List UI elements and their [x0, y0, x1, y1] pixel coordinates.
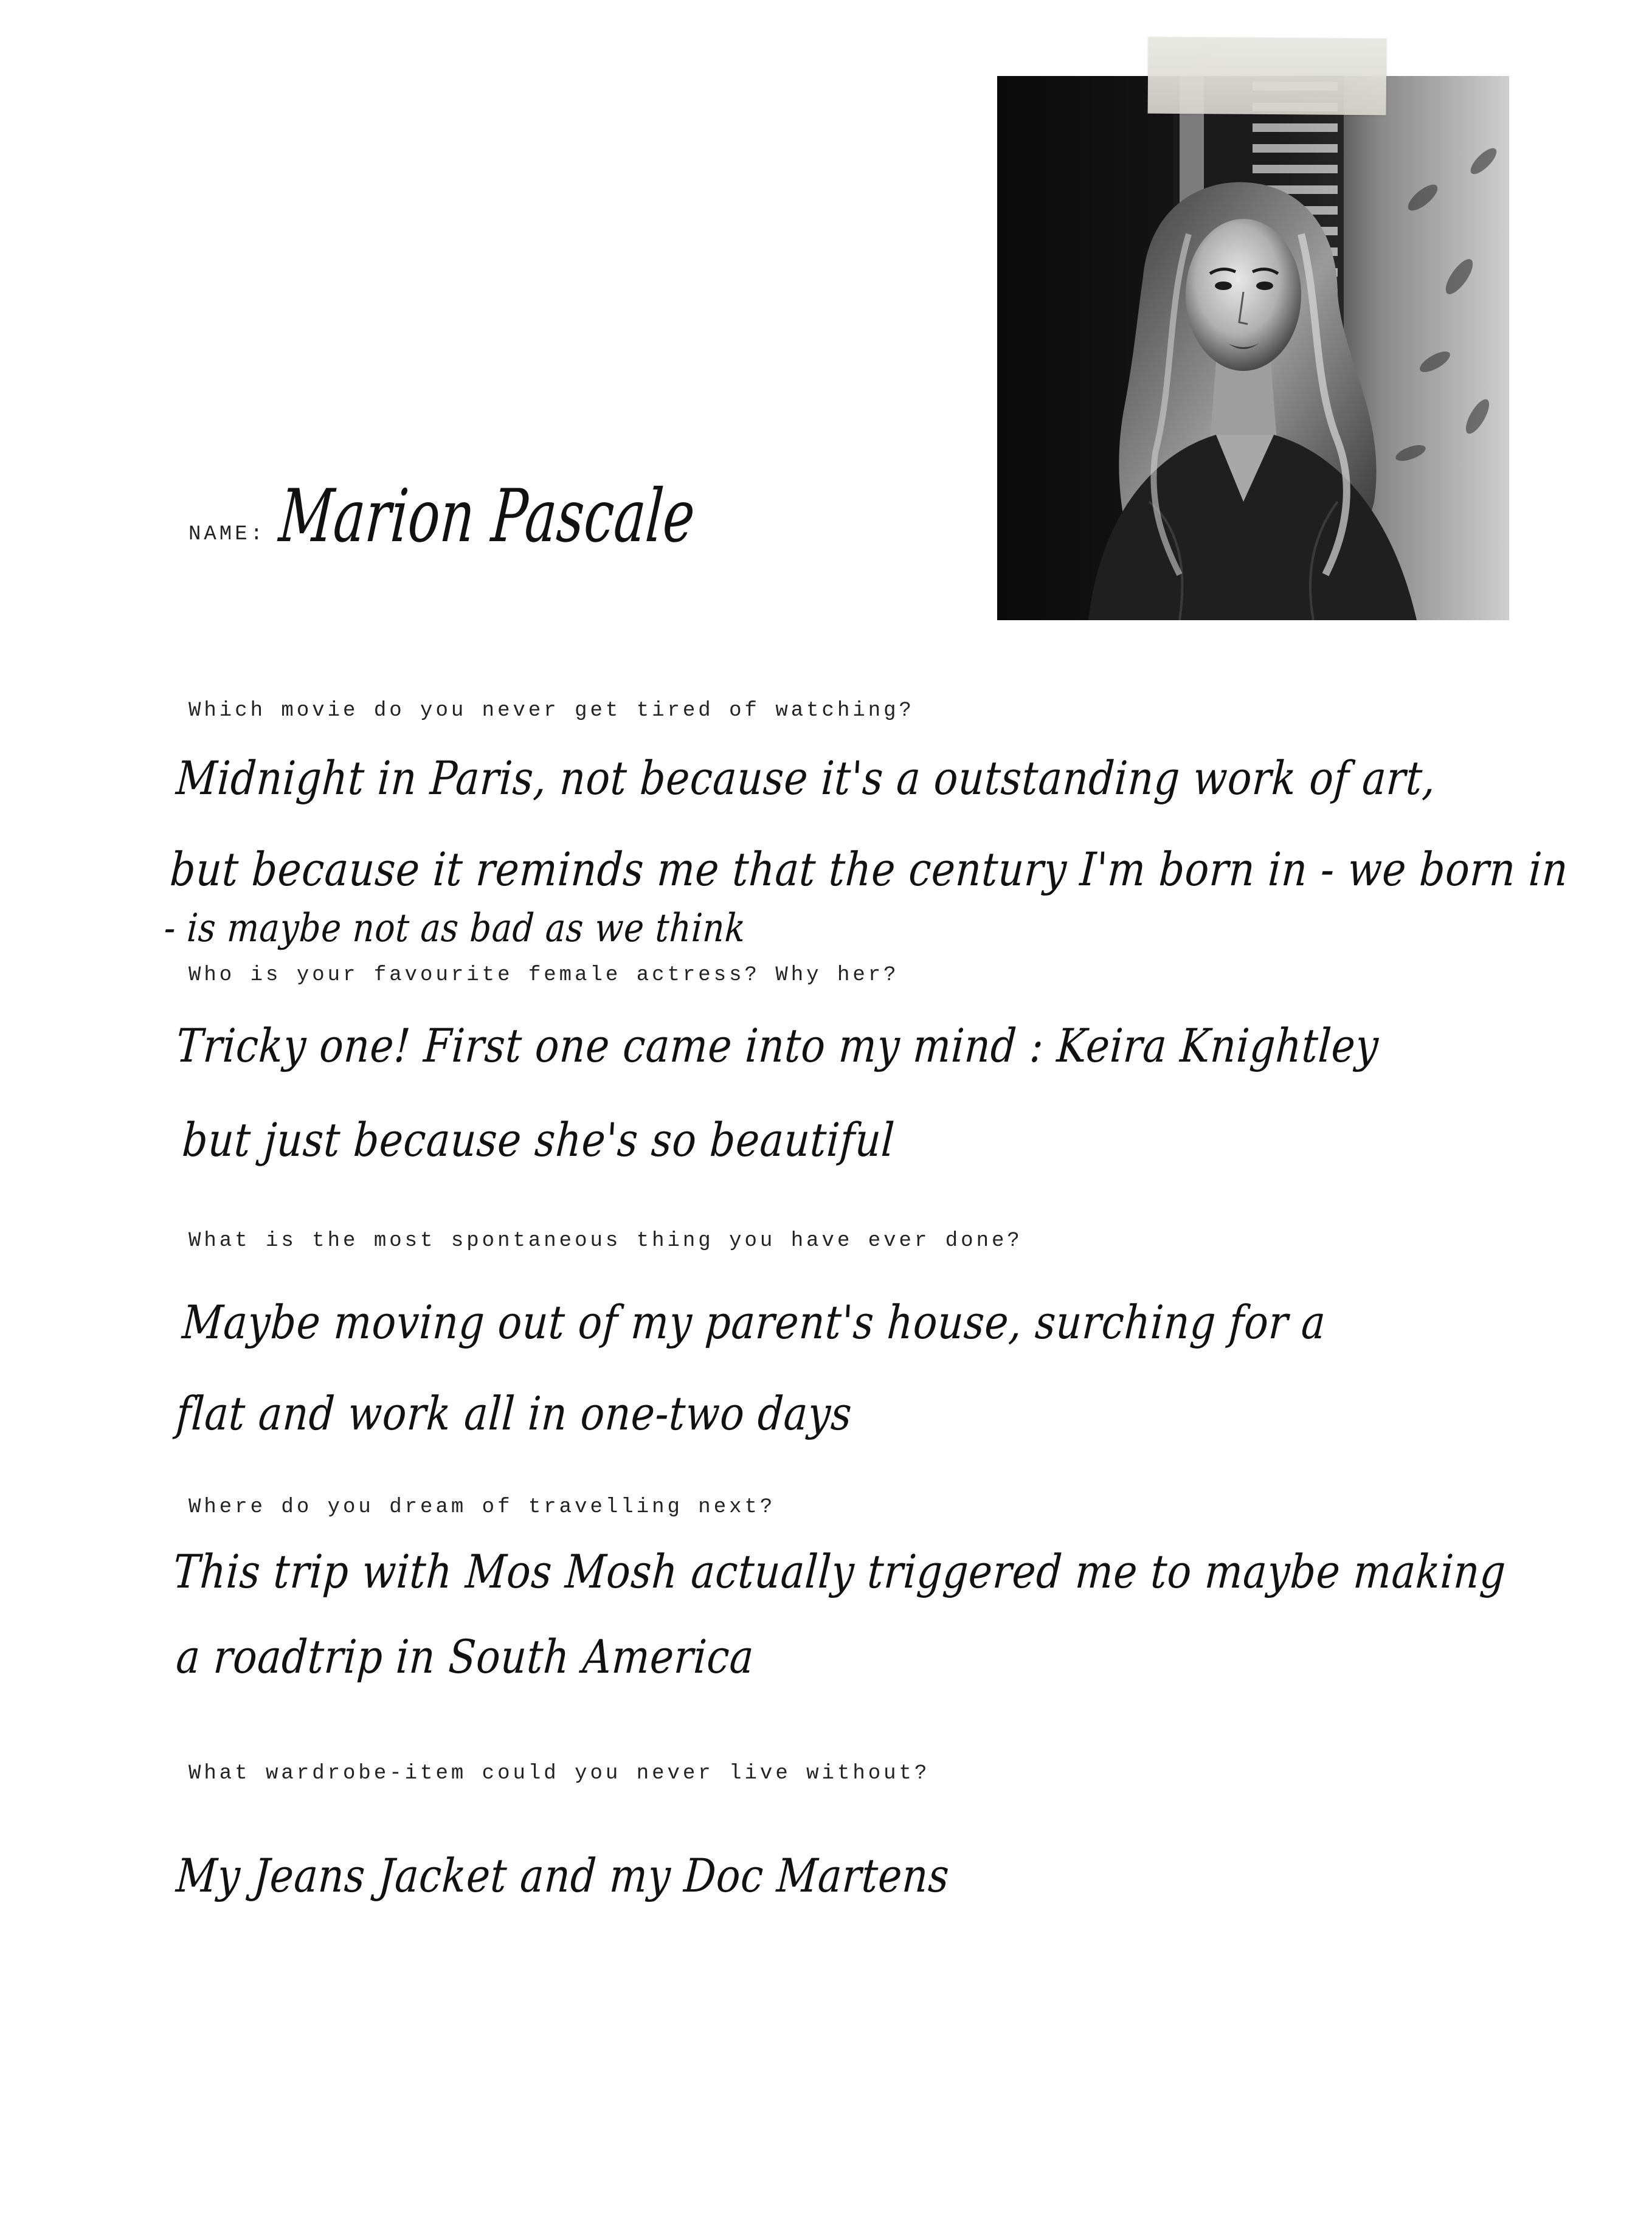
answer-1-line-3: - is maybe not as bad as we think [162, 906, 747, 951]
answer-4-line-1: This trip with Mos Mosh actually triggered me to maybe making [171, 1544, 1508, 1599]
answer-5-line-1: My Jeans Jacket and my Doc Martens [175, 1848, 952, 1903]
photo-tape [1148, 37, 1387, 116]
answer-2-line-1: Tricky one! First one came into my mind : Keira Knightley [175, 1018, 1381, 1073]
name-label: NAME: [188, 523, 266, 546]
portrait-photo [997, 76, 1509, 620]
answer-1-line-2: but because it reminds me that the century I'm born in - we born in [168, 842, 1570, 896]
portrait-illustration [997, 76, 1509, 620]
answer-1-line-1: Midnight in Paris, not because it's a outstanding work of art, [175, 751, 1438, 805]
answer-2-line-2: but just because she's so beautiful [181, 1113, 897, 1167]
answer-3-line-2: flat and work all in one-two days [175, 1386, 854, 1440]
question-4: Where do you dream of travelling next? [188, 1496, 776, 1519]
question-1: Which movie do you never get tired of watching? [188, 699, 914, 722]
answer-3-line-1: Maybe moving out of my parent's house, surching for a [181, 1295, 1328, 1349]
question-2: Who is your favourite female actress? Why her? [188, 964, 899, 987]
answer-4-line-2: a roadtrip in South America [175, 1630, 756, 1684]
question-3: What is the most spontaneous thing you have ever done? [188, 1229, 1023, 1253]
name-value: Marion Pascale [276, 474, 699, 559]
question-5: What wardrobe-item could you never live without? [188, 1762, 930, 1785]
